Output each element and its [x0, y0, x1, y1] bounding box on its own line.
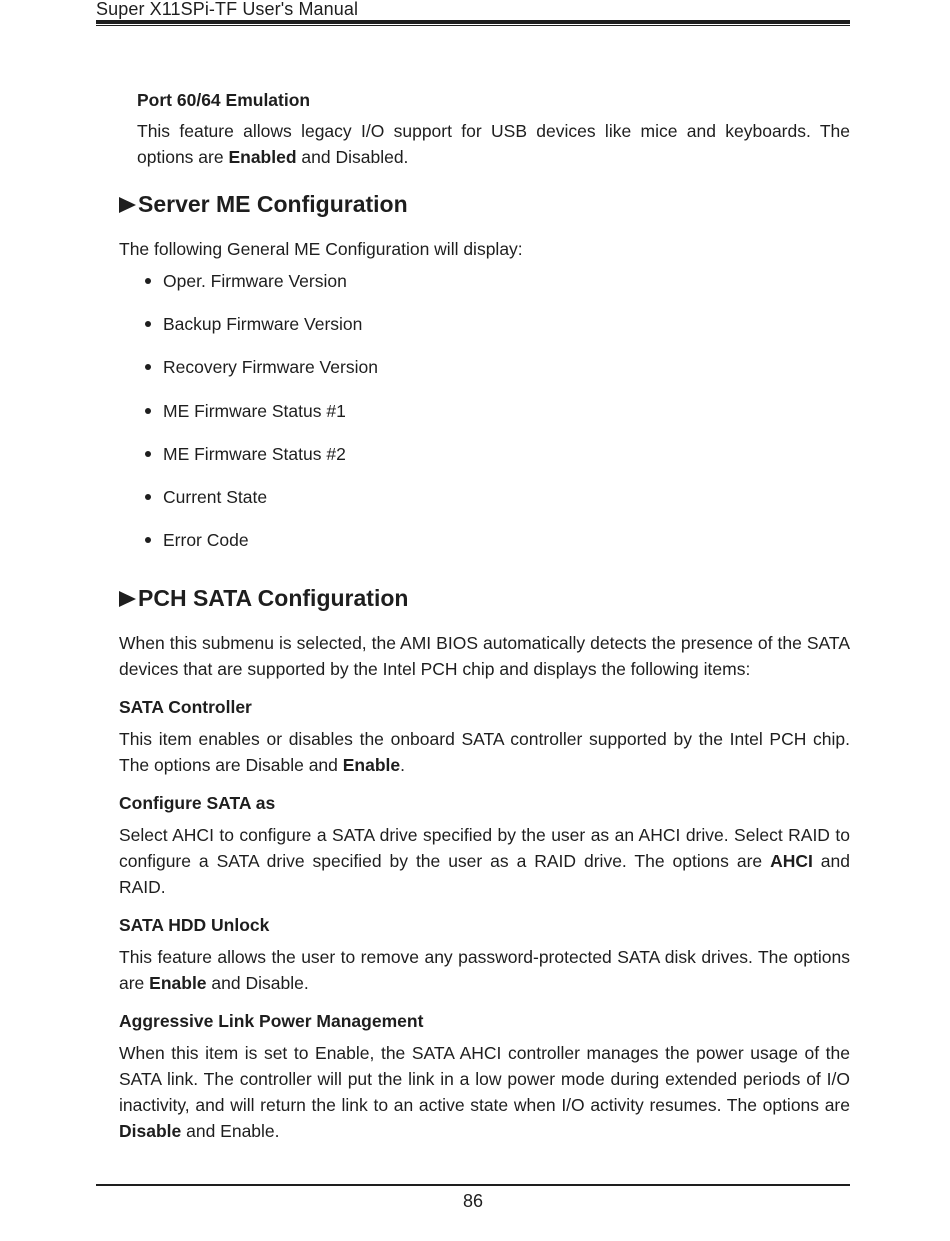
- port-emulation-heading: Port 60/64 Emulation: [137, 90, 311, 110]
- list-item: [145, 311, 378, 354]
- configure-sata-text-end: and RAID.: [119, 851, 850, 897]
- port-emulation-text-end: and Disabled.: [296, 147, 409, 167]
- list-item-label: Backup Firmware Version: [163, 314, 363, 335]
- page-number: 86: [462, 1191, 484, 1211]
- list-item: [145, 268, 378, 311]
- sata-hdd-unlock-text-end: and Disable.: [206, 973, 309, 993]
- list-item-label: ME Firmware Status #2: [163, 443, 346, 464]
- header-rule-thin: [96, 25, 850, 26]
- sata-controller-heading: SATA Controller: [119, 697, 252, 717]
- port-emulation-description: [137, 118, 850, 170]
- bullet-icon: [145, 278, 151, 284]
- server-me-intro: The following General ME Configuration will display:: [119, 239, 523, 259]
- sata-controller-description: [119, 726, 850, 778]
- list-item: [145, 484, 378, 527]
- bullet-icon: [145, 451, 151, 457]
- me-configuration-list: [145, 268, 378, 570]
- bullet-icon: [145, 321, 151, 327]
- configure-sata-default-option: AHCI: [770, 851, 813, 871]
- configure-sata-description: [119, 822, 850, 900]
- list-item: [145, 527, 378, 570]
- server-me-heading-text: Server ME Configuration: [138, 191, 408, 217]
- list-item-label: Current State: [163, 486, 268, 507]
- submenu-arrow-icon: [119, 197, 136, 213]
- list-item-label: Error Code: [163, 530, 249, 551]
- footer-rule: [96, 1184, 850, 1186]
- sata-hdd-unlock-text: This feature allows the user to remove any password-protected SATA disk drives. The options are: [119, 947, 850, 993]
- alpm-heading: Aggressive Link Power Management: [119, 1011, 424, 1031]
- port-emulation-default-option: Enabled: [228, 147, 297, 167]
- list-item-label: Recovery Firmware Version: [163, 357, 378, 378]
- bullet-icon: [145, 408, 151, 414]
- alpm-default-option: Disable: [119, 1121, 182, 1141]
- bullet-icon: [145, 537, 151, 543]
- bullet-icon: [145, 364, 151, 370]
- alpm-text-end: and Enable.: [181, 1121, 280, 1141]
- list-item: [145, 398, 378, 441]
- header-rule: [96, 20, 850, 24]
- sata-controller-text-end: .: [400, 755, 406, 775]
- list-item: [145, 441, 378, 484]
- pch-sata-section-heading: [119, 583, 408, 613]
- sata-controller-default-option: Enable: [342, 755, 401, 775]
- bullet-icon: [145, 494, 151, 500]
- sata-hdd-unlock-default-option: Enable: [149, 973, 207, 993]
- sata-hdd-unlock-heading: SATA HDD Unlock: [119, 915, 270, 935]
- list-item-label: ME Firmware Status #1: [163, 400, 346, 421]
- sata-hdd-unlock-description: [119, 944, 850, 996]
- list-item-label: Oper. Firmware Version: [163, 271, 347, 291]
- pch-sata-intro: When this submenu is selected, the AMI BIOS automatically detects the presence of the SATA devices that are supported by the Intel PCH chip and displays the following items:: [119, 633, 850, 679]
- configure-sata-text: Select AHCI to configure a SATA drive specified by the user as an AHCI drive. Select RAID to configure a SATA drive specified by the user as a RAID drive. The options are: [119, 825, 850, 871]
- alpm-description: [119, 1040, 850, 1144]
- pch-sata-heading-text: PCH SATA Configuration: [138, 585, 409, 611]
- configure-sata-heading: Configure SATA as: [119, 793, 276, 813]
- port-emulation-text: This feature allows legacy I/O support for USB devices like mice and keyboards. The options are: [137, 121, 850, 167]
- sata-controller-text: This item enables or disables the onboard SATA controller supported by the Intel PCH chip. The options are Disable and: [119, 729, 850, 775]
- submenu-arrow-icon: [119, 591, 136, 607]
- server-me-section-heading: [119, 189, 408, 219]
- running-header-title: Super X11SPi-TF User's Manual: [96, 0, 359, 19]
- list-item: [145, 354, 378, 397]
- alpm-text: When this item is set to Enable, the SATA AHCI controller manages the power usage of the SATA link. The controller will put the link in a low power mode during extended periods of I/O inactivity, and will return the link to an active state when I/O activity resumes. The options are: [119, 1043, 850, 1115]
